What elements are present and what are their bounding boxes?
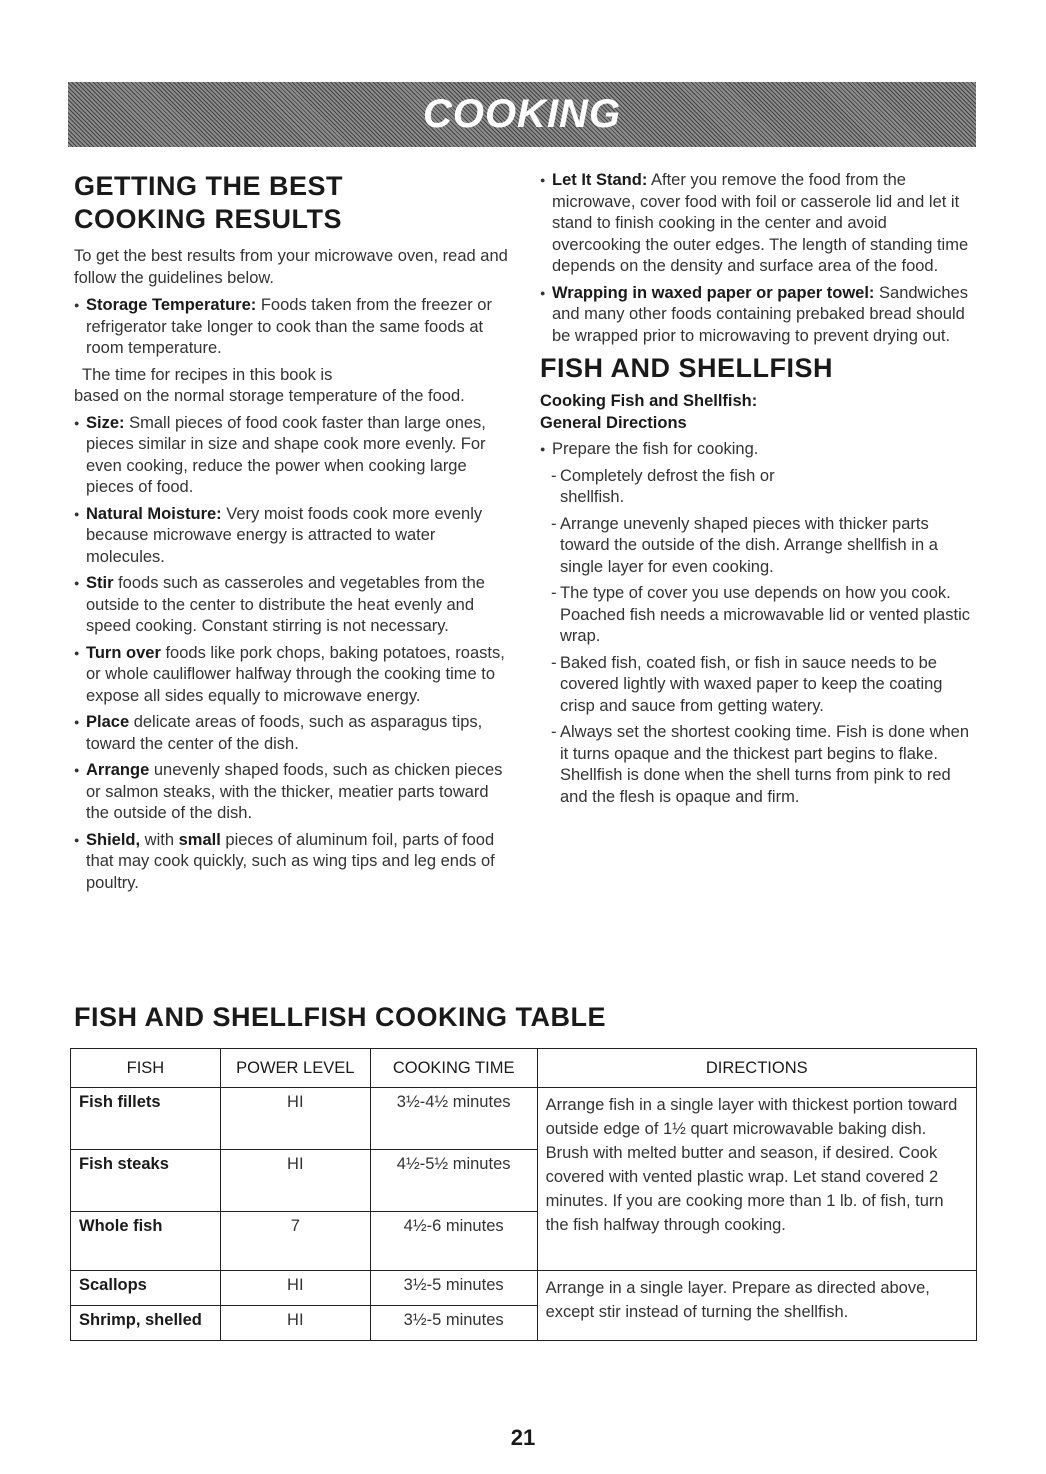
tip-shield-mid: with: [140, 830, 179, 849]
tip-moisture-label: Natural Moisture:: [86, 504, 222, 523]
header-fish: FISH: [71, 1049, 221, 1088]
best-results-heading-line2: COOKING RESULTS: [74, 204, 343, 234]
tip-arrange-label: Arrange: [86, 761, 150, 779]
tip-stir-text: foods such as casseroles and vegetables from the outside to the center to distribute the heat evenly and speed cooking. Constant stirring is not necessary.: [86, 574, 485, 635]
table-title: FISH AND SHELLFISH COOKING TABLE: [74, 1002, 606, 1032]
tip-stand-text: After you remove the food from the microwave, cover food with foil or casserole lid and let it stand to finish cooking in the center and avoid overcooking the outer edges. The length of standing time depends on the density and surface area of the food.: [552, 171, 969, 275]
tip-moisture-text: Very moist foods cook more evenly because microwave energy is attracted to water molecules.: [86, 504, 483, 566]
fish-subheading-line1: Cooking Fish and Shellfish:: [540, 392, 758, 410]
tip-arrange-text: unevenly shaped foods, such as chicken pieces or salmon steaks, with the thicker, meatier parts toward the outside of the dish.: [86, 761, 503, 822]
cell-power: HI: [220, 1088, 370, 1150]
fish-direction-item: - The type of cover you use depends on how you cook. Poached fish needs a microwavable lid or vented plastic wrap.: [540, 583, 980, 648]
cell-fish: Fish steaks: [71, 1150, 221, 1212]
header-directions: DIRECTIONS: [537, 1049, 976, 1088]
tip-turn-text: foods like pork chops, baking potatoes, roasts, or whole cauliflower halfway through the cooking time to expose all sides equally to microwave energy.: [86, 643, 505, 705]
cell-directions-shellfish: Arrange in a single layer. Prepare as directed above, except stir instead of turning the shellfish.: [537, 1271, 976, 1341]
tip-wrap-label: Wrapping in waxed paper or paper towel:: [552, 283, 875, 302]
cell-time: 3½-5 minutes: [370, 1306, 537, 1341]
tip-size: [74, 413, 514, 499]
intro-text: To get the best results from your microwave oven, read and follow the guidelines below.: [74, 247, 508, 287]
tip-turn: [74, 643, 514, 708]
cell-time: 3½-4½ minutes: [370, 1088, 537, 1150]
tip-stand: [540, 170, 980, 278]
cell-power: HI: [220, 1306, 370, 1341]
fish-subheading-line2: General Directions: [540, 413, 687, 432]
tip-storage-label: Storage Temperature:: [86, 296, 257, 314]
tip-storage: [74, 295, 514, 360]
tip-arrange: [74, 760, 514, 825]
tip-size-text: Small pieces of food cook faster than large ones, pieces similar in size and shape cook more evenly. For even cooking, reduce the power when cooking large pieces of food.: [86, 413, 486, 496]
tip-storage-text: Foods taken from the freezer or refrigerator take longer to cook than the same foods at room temperature.: [86, 296, 492, 357]
tip-shield: [74, 830, 514, 895]
page-number: 21: [510, 1425, 536, 1450]
tip-wrap-text: Sandwiches and many other foods containing prebaked bread should be wrapped prior to microwaving to prevent drying out.: [552, 283, 968, 345]
fish-direction-item: - Always set the shortest cooking time. Fish is done when it turns opaque and the thickest part begins to flake. Shellfish is done when the shell turns from pink to red and the flesh is opaque and firm.: [540, 722, 980, 808]
cell-directions-fish: Arrange fish in a single layer with thickest portion toward outside edge of 1½ quart microwavable baking dish. Brush with melted butter and season, if desired. Cook covered with vented plastic wrap. Let stand covered 2 minutes. If you are cooking more than 1 lb. of fish, turn the fish halfway through cooking.: [537, 1088, 976, 1271]
header-cooking-time: COOKING TIME: [370, 1049, 537, 1088]
tip-storage-note1: The time for recipes in this book is: [82, 365, 333, 384]
cell-time: 3½-5 minutes: [370, 1271, 537, 1306]
table-header-row: [71, 1049, 977, 1088]
table-row: [71, 1088, 977, 1150]
tip-shield-label2: small: [178, 830, 221, 849]
tip-stir: [74, 573, 514, 638]
tip-turn-label: Turn over: [86, 643, 161, 662]
tip-shield-label: Shield,: [86, 830, 141, 849]
cell-fish: Scallops: [71, 1271, 221, 1306]
cell-power: HI: [220, 1271, 370, 1306]
fish-subheading: [540, 391, 980, 434]
cell-time: 4½-6 minutes: [370, 1212, 537, 1271]
cooking-table: [70, 1048, 977, 1341]
right-column: [540, 170, 980, 813]
tip-wrap: [540, 283, 980, 348]
cell-fish: Fish fillets: [71, 1088, 221, 1150]
fish-heading: FISH AND SHELLFISH: [540, 353, 834, 383]
tip-place-label: Place: [86, 713, 130, 731]
tip-shield-text: pieces of aluminum foil, parts of food that may cook quickly, such as wing tips and leg ends of poultry.: [86, 830, 495, 892]
cell-time: 4½-5½ minutes: [370, 1150, 537, 1212]
tip-place-text: delicate areas of foods, such as asparagus tips, toward the center of the dish.: [86, 713, 483, 753]
tip-storage-note2: based on the normal storage temperature of the food.: [74, 387, 465, 405]
section-banner: [68, 82, 976, 147]
banner-title: COOKING: [422, 92, 622, 136]
fish-prepare-bullet: ● Prepare the fish for cooking.: [540, 439, 980, 461]
header-power-level: POWER LEVEL: [220, 1049, 370, 1088]
tip-stand-label: Let It Stand:: [552, 171, 648, 189]
fish-direction-item: - Baked fish, coated fish, or fish in sauce needs to be covered lightly with waxed paper to keep the coating crisp and sauce from getting watery.: [540, 653, 980, 718]
cell-fish: Shrimp, shelled: [71, 1306, 221, 1341]
fish-direction-item: - Arrange unevenly shaped pieces with thicker parts toward the outside of the dish. Arrange shellfish in a single layer for even cooking.: [540, 514, 980, 579]
tip-place: [74, 712, 514, 755]
fish-direction-item: - Completely defrost the fish or shellfish.: [540, 466, 980, 509]
cell-power: HI: [220, 1150, 370, 1212]
best-results-heading-line1: GETTING THE BEST: [74, 171, 344, 201]
tip-size-label: Size:: [86, 413, 125, 432]
best-results-heading: [74, 170, 514, 236]
tip-stir-label: Stir: [86, 574, 114, 592]
table-row: [71, 1271, 977, 1306]
left-column: [74, 170, 514, 899]
tip-moisture: [74, 504, 514, 569]
cell-fish: Whole fish: [71, 1212, 221, 1271]
cell-power: 7: [220, 1212, 370, 1271]
